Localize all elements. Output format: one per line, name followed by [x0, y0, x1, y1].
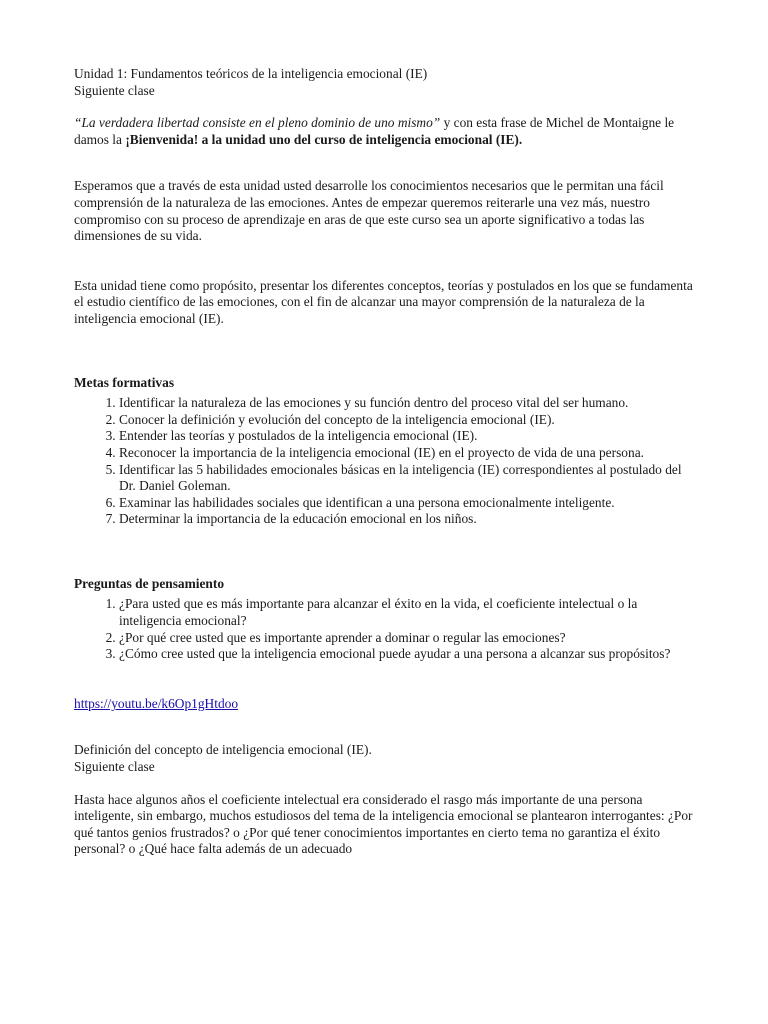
section2-paragraph: Hasta hace algunos años el coeficiente intelectual era considerado el rasgo más importante de una persona inteligente, sin embargo, muchos estudiosos del tema de la inteligencia emocional se plantearon interrogantes: ¿Por qué tantos genios frustrados? o ¿Por qué tener conocimientos importantes en cierto tema no garantiza el éxito personal? o ¿Qué hace falta además de un adecuado — [74, 791, 693, 857]
next-class-label: Siguiente clase — [74, 759, 155, 775]
list-item: 4. Reconocer la importancia de la inteligencia emocional (IE) en el proyecto de vida de una persona. — [119, 445, 698, 462]
list-item: 6. Examinar las habilidades sociales que identifican a una persona emocionalmente inteligente. — [119, 495, 698, 512]
video-link[interactable]: https://youtu.be/k6Op1gHtdoo — [74, 695, 239, 711]
purpose-paragraph: Esta unidad tiene como propósito, presentar los diferentes conceptos, teorías y postulados en los que se fundamenta el estudio científico de las emociones, con el fin de alcanzar una mayor comprensión de la naturaleza de la inteligencia emocional (IE). — [74, 277, 693, 326]
metas-heading: Metas formativas — [74, 374, 175, 390]
montaigne-quote: “La verdadera libertad consiste en el pleno dominio de uno mismo” — [74, 115, 441, 131]
preguntas-heading: Preguntas de pensamiento — [74, 575, 225, 591]
metas-list — [74, 395, 698, 528]
preguntas-list — [74, 596, 698, 662]
next-class-label: Siguiente clase — [74, 82, 155, 98]
intro-text: y con esta frase de Michel de Montaigne le damos la — [74, 115, 675, 147]
expectations-paragraph: Esperamos que a través de esta unidad usted desarrolle los conocimientos necesarios que le permitan una fácil comprensión de la naturaleza de las emociones. Antes de empezar queremos reiterarle una vez más, nuestro compromiso con su proceso de aprendizaje en aras de que este curso sea un aporte significativo a todas las dimensiones de su vida. — [74, 178, 664, 244]
unit-header — [74, 66, 698, 99]
list-item: 1. ¿Para usted que es más importante para alcanzar el éxito en la vida, el coeficiente intelectual o la inteligencia emocional? — [119, 596, 698, 629]
section2-title: Definición del concepto de inteligencia emocional (IE). — [74, 742, 372, 758]
welcome-text: ¡Bienvenida! a la unidad uno del curso de inteligencia emocional (IE). — [125, 131, 523, 147]
list-item: 3. ¿Cómo cree usted que la inteligencia emocional puede ayudar a una persona a alcanzar sus propósitos? — [119, 646, 698, 663]
document-page — [74, 66, 698, 858]
list-item: 2. Conocer la definición y evolución del concepto de la inteligencia emocional (IE). — [119, 412, 698, 429]
list-item: 1. Identificar la naturaleza de las emociones y su función dentro del proceso vital del ser humano. — [119, 395, 698, 412]
unit-title: Unidad 1: Fundamentos teóricos de la inteligencia emocional (IE) — [74, 66, 428, 81]
list-item: 5. Identificar las 5 habilidades emocionales básicas en la inteligencia (IE) correspondientes al postulado del Dr. Daniel Goleman. — [119, 462, 698, 495]
video-link-line — [74, 696, 698, 713]
list-item: 2. ¿Por qué cree usted que es importante aprender a dominar o regular las emociones? — [119, 630, 698, 647]
intro-paragraph — [74, 115, 698, 148]
section2-header — [74, 742, 698, 775]
list-item: 3. Entender las teorías y postulados de la inteligencia emocional (IE). — [119, 428, 698, 445]
list-item: 7. Determinar la importancia de la educación emocional en los niños. — [119, 511, 698, 528]
